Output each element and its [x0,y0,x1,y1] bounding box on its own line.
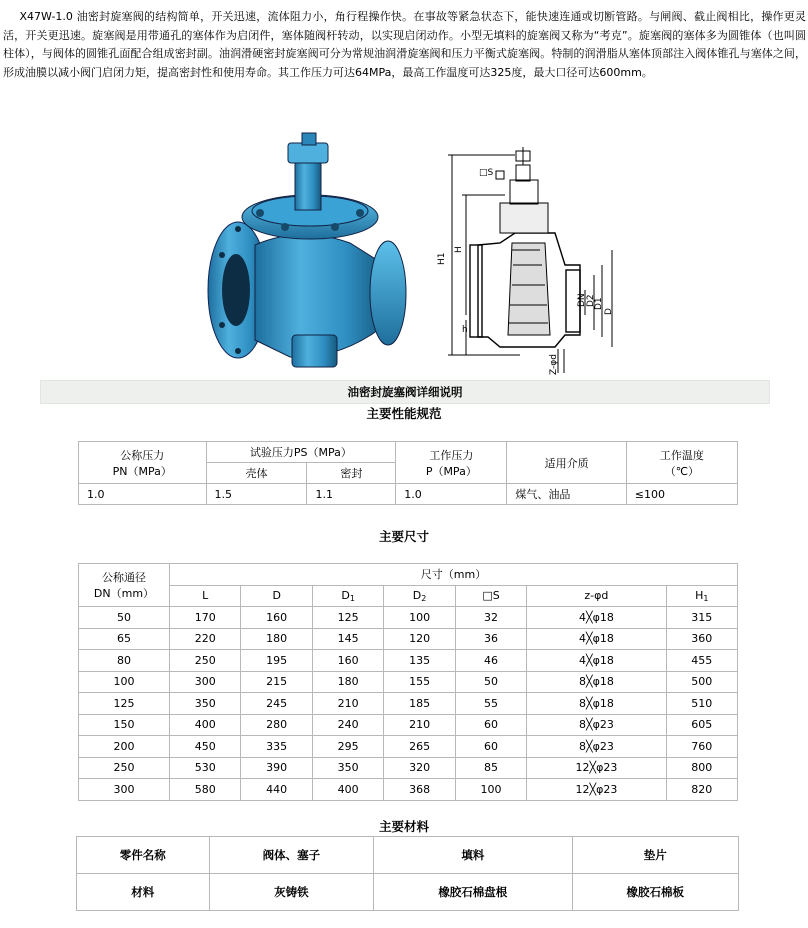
table-cell: 360 [666,628,737,650]
table-cell: 100 [79,671,170,693]
table-cell: 245 [241,693,312,715]
table-row [77,874,739,911]
table-cell: 530 [170,757,241,779]
dimensions-body [79,607,738,801]
valve-section-drawing [448,147,612,373]
svg-text:D1: D1 [594,297,604,310]
table-cell: 灰铸铁 [209,874,374,911]
section-caption: 油密封旋塞阀详细说明 [40,380,770,404]
table-cell: 335 [241,736,312,758]
table-cell: 8╳φ23 [527,714,666,736]
table-cell: 145 [312,628,383,650]
svg-text:h: h [462,325,468,335]
table-cell: 160 [312,650,383,672]
table-cell: 180 [312,671,383,693]
materials-body [77,837,739,911]
table-cell: 250 [79,757,170,779]
table-cell: 8╳φ18 [527,693,666,715]
table-cell: 橡胶石棉板 [572,874,739,911]
table-cell: 80 [79,650,170,672]
intro-paragraph: X47W-1.0 油密封旋塞阀的结构简单，开关迅速，流体阻力小，角行程操作快。在事故等紧急状态下，能快速连通或切断管路。与闸阀、截止阀相比，操作更灵活，开关更迅速。旋塞阀是用带通孔的塞体作为启闭件，塞体随阀杆转动，以实现启闭动作。小型无填料的旋塞阀又称为“考克”。旋塞阀的塞体多为圆锥体（也叫圆柱体），与阀体的圆锥孔面配合组成密封副。油润滑硬密封旋塞阀可分为常规油润滑旋塞阀和压力平衡式旋塞阀。特制的润滑脂从塞体顶部注入阀体锥孔与塞体之间，形成油膜以减小阀门启闭力矩，提高密封性和使用寿命。其工作压力可达64MPa，最高工作温度可达325度，最大口径可达600mm。 [3,10,806,79]
table-cell: 500 [666,671,737,693]
table-cell: 填料 [374,837,572,874]
table-cell: 315 [666,607,737,629]
table-cell: 155 [384,671,455,693]
table-cell: 455 [666,650,737,672]
table-row [79,693,738,715]
table-cell: 300 [170,671,241,693]
table-cell: 220 [170,628,241,650]
table-cell: 580 [170,779,241,801]
svg-text:D2: D2 [586,294,596,307]
table-cell: 4╳φ18 [527,650,666,672]
svg-text:D: D [604,308,614,315]
medium-value: 煤气、油品 [507,484,626,505]
table-cell: 800 [666,757,737,779]
table-cell: 50 [455,671,526,693]
table-row [79,736,738,758]
table-cell: 170 [170,607,241,629]
table-cell: 32 [455,607,526,629]
d-header: D [241,585,312,607]
table-cell: 400 [170,714,241,736]
table-cell: 材料 [77,874,210,911]
performance-title: 主要性能规范 [366,406,442,421]
table-row [79,628,738,650]
table-cell: 85 [455,757,526,779]
valve-photo [208,133,406,367]
seal-value: 1.1 [307,484,396,505]
table-cell: 295 [312,736,383,758]
temp-value: ≤100 [626,484,737,505]
table-cell: 36 [455,628,526,650]
pn-header: 公称压力 PN（MPa） [79,442,207,484]
h1-header: $H_1$ [666,585,737,607]
table-cell: 210 [384,714,455,736]
table-row [79,714,738,736]
dimensions-table [78,563,738,801]
table-cell: 橡胶石棉盘根 [374,874,572,911]
table-cell: 350 [312,757,383,779]
table-cell: 215 [241,671,312,693]
table-cell: 60 [455,736,526,758]
table-cell: 135 [384,650,455,672]
valve-illustrations [0,125,808,375]
table-cell: 280 [241,714,312,736]
table-cell: 100 [455,779,526,801]
l-header: L [170,585,241,607]
table-cell: 60 [455,714,526,736]
table-cell: 195 [241,650,312,672]
table-cell: 510 [666,693,737,715]
table-cell: 368 [384,779,455,801]
svg-text:H: H [454,246,464,253]
seal-header: 密封 [307,463,396,484]
dn-header: 公称通径 DN（mm） [79,564,170,607]
table-cell: 8╳φ23 [527,736,666,758]
table-cell: 210 [312,693,383,715]
table-cell: 185 [384,693,455,715]
zd-header: z-φd [527,585,666,607]
table-cell: 120 [384,628,455,650]
table-cell: 4╳φ18 [527,607,666,629]
table-cell: 零件名称 [77,837,210,874]
table-cell: 265 [384,736,455,758]
table-cell: 160 [241,607,312,629]
table-cell: 125 [312,607,383,629]
table-cell: 390 [241,757,312,779]
table-cell: 50 [79,607,170,629]
performance-table [78,441,738,505]
temp-header: 工作温度 （℃） [626,442,737,484]
s-header: □S [455,585,526,607]
medium-header: 适用介质 [507,442,626,484]
svg-text:H1: H1 [437,252,447,265]
d2-header: $D_2$ [384,585,455,607]
dimensions-title: 主要尺寸 [378,529,429,544]
table-cell: 400 [312,779,383,801]
table-cell: 605 [666,714,737,736]
table-cell: 12╳φ23 [527,779,666,801]
table-cell: 4╳φ18 [527,628,666,650]
ps-header: 试验压力PS（MPa） [206,442,396,463]
table-cell: 150 [79,714,170,736]
d1-header: $D_1$ [312,585,383,607]
table-cell: 100 [384,607,455,629]
table-cell: 350 [170,693,241,715]
table-row [79,757,738,779]
svg-text:DN: DN [577,293,587,307]
table-cell: 440 [241,779,312,801]
table-cell: 760 [666,736,737,758]
table-cell: 125 [79,693,170,715]
table-cell: 300 [79,779,170,801]
p-value: 1.0 [396,484,507,505]
table-row [79,484,738,505]
table-cell: 垫片 [572,837,739,874]
table-row [79,671,738,693]
table-cell: 阀体、塞子 [209,837,374,874]
table-cell: 8╳φ18 [527,671,666,693]
table-cell: 180 [241,628,312,650]
table-cell: 820 [666,779,737,801]
table-cell: 65 [79,628,170,650]
materials-title: 主要材料 [378,819,429,834]
table-row [79,607,738,629]
table-row [79,650,738,672]
table-cell: 46 [455,650,526,672]
size-header: 尺寸（mm） [170,564,738,586]
p-header: 工作压力 P（MPa） [396,442,507,484]
svg-text:□S: □S [479,168,494,178]
table-cell: 55 [455,693,526,715]
materials-table [76,836,739,911]
table-cell: 250 [170,650,241,672]
table-cell: 240 [312,714,383,736]
table-row [77,837,739,874]
pn-value: 1.0 [79,484,207,505]
table-cell: 200 [79,736,170,758]
table-cell: 12╳φ23 [527,757,666,779]
table-cell: 320 [384,757,455,779]
svg-text:Z-φd: Z-φd [549,354,559,375]
table-row [79,779,738,801]
shell-value: 1.5 [206,484,307,505]
shell-header: 壳体 [206,463,307,484]
table-cell: 450 [170,736,241,758]
